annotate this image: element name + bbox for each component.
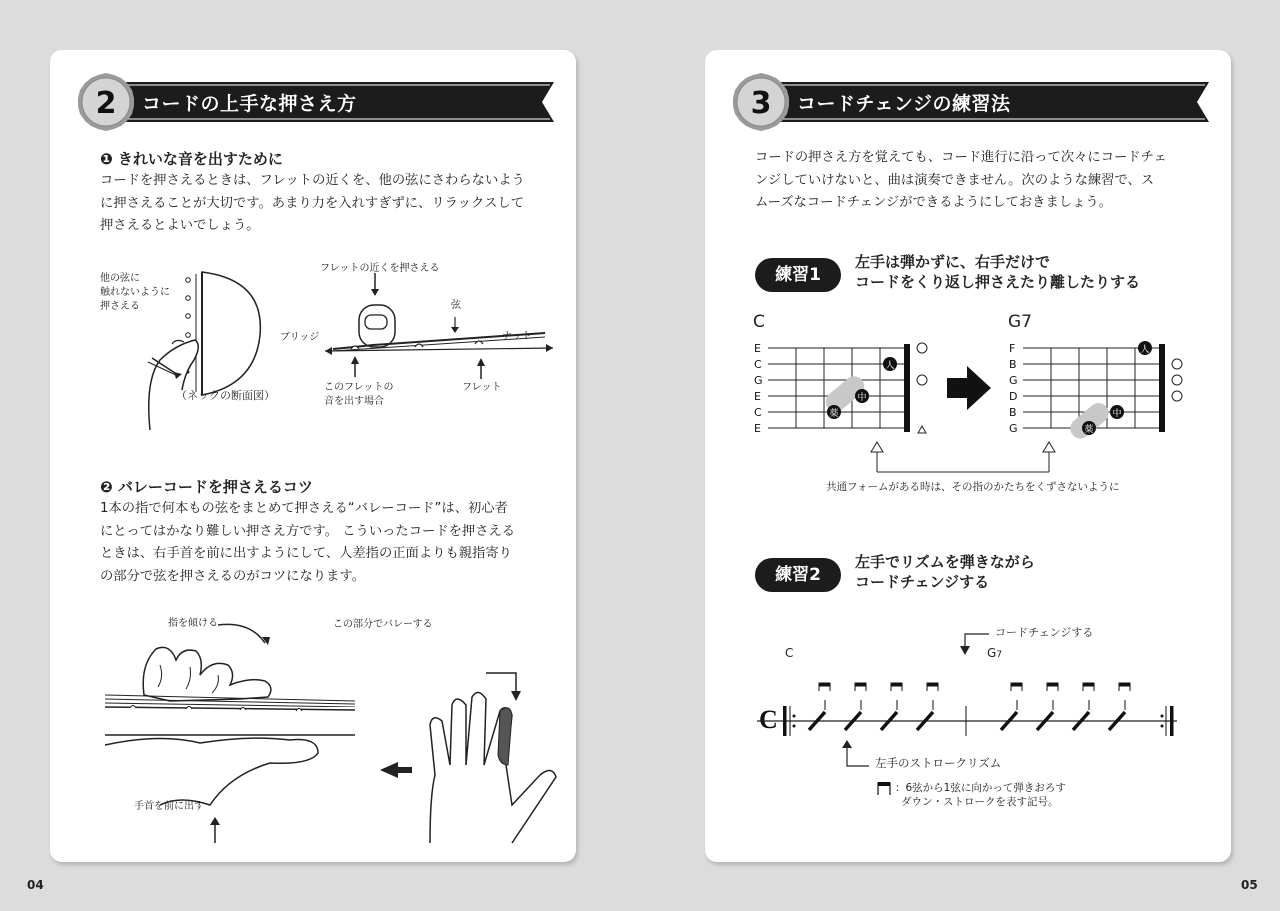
- page-number: 05: [1241, 878, 1258, 892]
- stroke-rhythm-label: 左手のストロークリズム: [875, 756, 1002, 770]
- fret-top-label: フレットの近くを押さえる: [320, 263, 440, 274]
- down-stroke-icons: [819, 683, 1130, 710]
- body-line: にとってはかなり難しい押さえ方です。 こういったコードを押さえる: [100, 523, 516, 539]
- barre-technique-figure: [100, 615, 560, 825]
- string-name: C: [754, 406, 762, 419]
- string-name: C: [754, 358, 762, 371]
- rhythm-notation: [753, 660, 1193, 750]
- exercise-2-header: [755, 552, 1215, 596]
- section-number: 3: [750, 86, 772, 121]
- rhythm-chord-c: C: [785, 646, 794, 660]
- string-name: G: [1009, 422, 1018, 435]
- neck-label-line: 触れないように: [100, 287, 170, 298]
- neck-label-line: 押さえる: [100, 301, 140, 312]
- neck-label: [100, 272, 170, 314]
- exercise-2-badge: 練習2: [755, 558, 841, 592]
- page-number: 04: [27, 878, 44, 892]
- section-title: コードチェンジの練習法: [797, 93, 1011, 115]
- bridge-label: ブリッジ: [280, 332, 320, 343]
- exercise-title-line: コードチェンジする: [855, 573, 990, 591]
- finger-label: 薬: [829, 409, 839, 419]
- string-name: E: [754, 422, 761, 435]
- chord-change-label: コードチェンジする: [995, 626, 1094, 639]
- this-fret-label: [324, 381, 394, 409]
- body-line: コードを押さえるときは、フレットの近くを、他の弦にさわらないよう: [100, 173, 525, 188]
- chord-name-c: C: [753, 312, 765, 332]
- string-names-c: [754, 342, 763, 435]
- string-name: D: [1009, 390, 1018, 403]
- exercise-title-line: コードをくり返し押さえたり離したりする: [855, 273, 1141, 291]
- string-name: E: [754, 342, 761, 355]
- string-name: F: [1009, 342, 1016, 355]
- legend-line: ダウン・ストロークを表す記号。: [901, 796, 1059, 808]
- common-time-icon: C: [759, 705, 778, 734]
- section-banner: [76, 78, 556, 126]
- string-name: E: [754, 390, 761, 403]
- fret-label: フレット: [462, 382, 502, 393]
- barre-part-label: この部分でバレーする: [333, 619, 433, 630]
- rhythm-chord-g-root: G: [987, 646, 997, 660]
- finger-label: 人: [885, 361, 895, 371]
- tilt-label: 指を傾ける: [168, 618, 218, 629]
- body-line: 1本の指で何本もの弦をまとめて押さえる“バレーコード”は、初心者: [100, 501, 508, 516]
- finger-label: 人: [1140, 345, 1150, 355]
- exercise-1-title: [855, 252, 1140, 292]
- string-names-g7: [1009, 342, 1018, 435]
- body-line: ムーズなコードチェンジができるようにしておきましょう。: [755, 195, 1112, 210]
- right-page: [705, 50, 1231, 862]
- body-line: に押さえることが大切です。あまり力を入れすぎずに、リラックスして: [100, 195, 525, 211]
- subsection-heading: ❶ きれいな音を出すために: [100, 150, 283, 168]
- section-number: 2: [95, 86, 117, 121]
- finger-label: 薬: [1084, 425, 1094, 435]
- exercise-2-title: [855, 552, 1035, 592]
- this-fret-line: 音を出す場合: [324, 396, 384, 407]
- exercise-title-line: 左手でリズムを弾きながら: [855, 553, 1035, 571]
- body-line: の部分で弦を押さえるのがコツになります。: [100, 568, 365, 584]
- subsection-body: [100, 498, 515, 588]
- finger-label: 中: [857, 393, 867, 403]
- string-name: B: [1009, 358, 1017, 371]
- down-stroke-legend: [895, 781, 1066, 809]
- string-label: 弦: [451, 300, 461, 311]
- body-line: ンジしていけないと、曲は演奏できません。次のような練習で、ス: [755, 172, 1155, 188]
- neck-caption: （ネックの断面図）: [176, 389, 275, 402]
- left-page: [50, 50, 576, 862]
- wrist-label: 手首を前に出す: [134, 801, 204, 812]
- subsection-heading: ❷ バレーコードを押さえるコツ: [100, 478, 313, 496]
- down-stroke-legend-icon: [877, 781, 893, 797]
- body-line: ときは、右手首を前に出すようにして、人差指の正面よりも親指寄り: [100, 546, 512, 561]
- chord-name-g7: G7: [1008, 312, 1032, 332]
- string-name: G: [754, 374, 763, 387]
- intro-text: [755, 147, 1167, 215]
- chord-diagram-g7: [1005, 340, 1205, 440]
- finger-label: 中: [1112, 409, 1122, 419]
- common-form-caption: 共通フォームがある時は、その指のかたちをくずさないように: [826, 481, 1120, 493]
- exercise-1-badge: 練習1: [755, 258, 841, 292]
- section-title: コードの上手な押さえ方: [142, 93, 357, 115]
- this-fret-line: このフレットの: [324, 382, 394, 393]
- body-line: 押さえるとよいでしょう。: [100, 218, 260, 233]
- string-name: G: [1009, 374, 1018, 387]
- legend-line: ：6弦から1弦に向かって弾きおろす: [895, 782, 1066, 794]
- right-arrow-icon: [945, 364, 995, 414]
- chord-diagram-c: [750, 340, 950, 440]
- neck-label-line: 他の弦に: [100, 273, 140, 284]
- nut-label: ナット: [502, 331, 532, 342]
- exercise-title-line: 左手は弾かずに、右手だけで: [855, 253, 1051, 271]
- body-line: コードの押さえ方を覚えても、コード進行に沿って次々にコードチェ: [755, 150, 1167, 165]
- subsection-body: [100, 170, 525, 238]
- rhythm-chord-g-seventh: 7: [996, 650, 1003, 660]
- exercise-1-header: [755, 252, 1215, 296]
- string-name: B: [1009, 406, 1017, 419]
- section-banner: [731, 78, 1211, 126]
